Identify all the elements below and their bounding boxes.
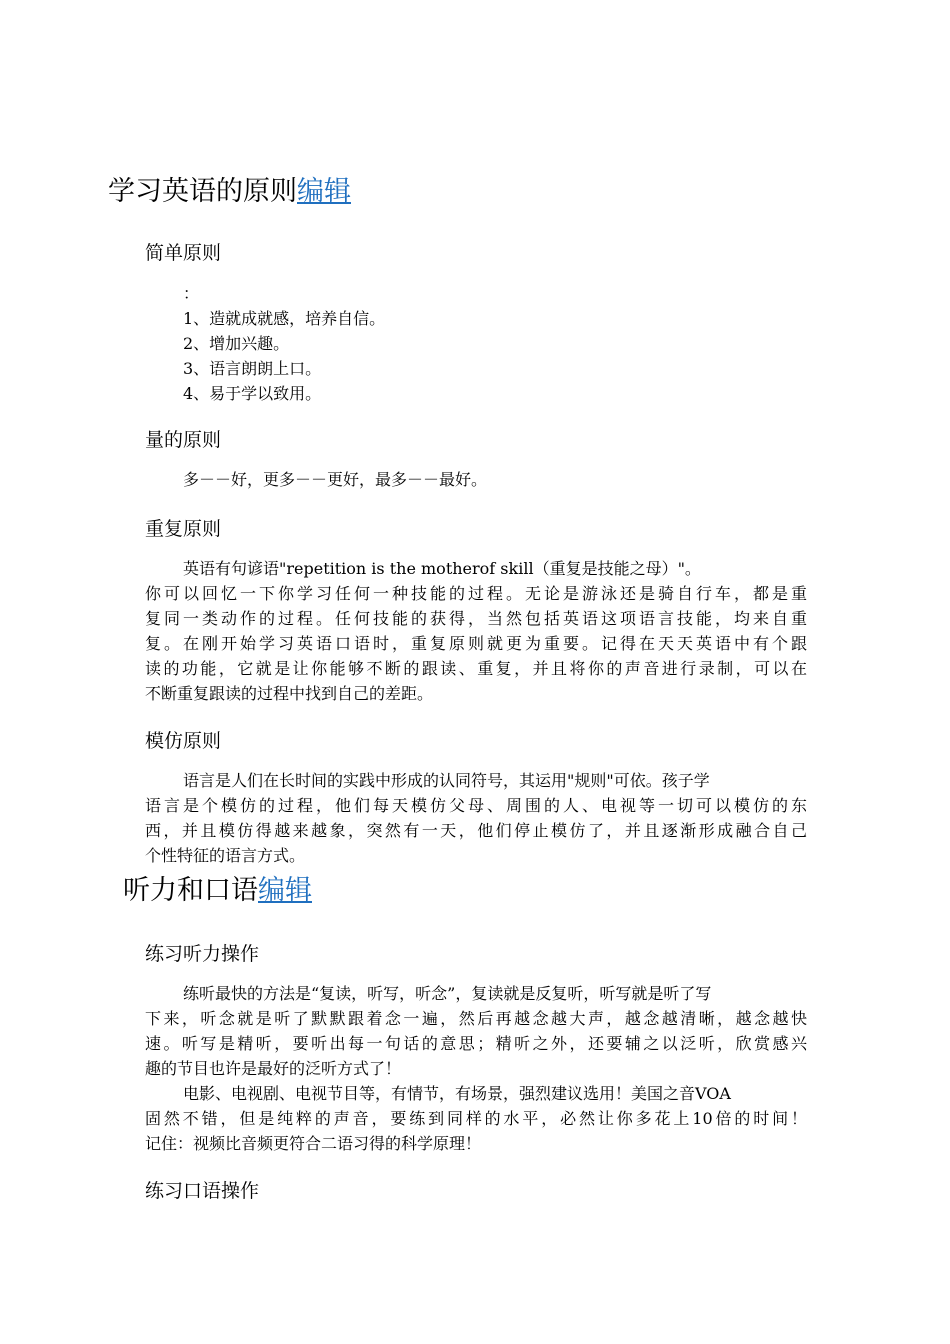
paragraph-line: 读的功能，它就是让你能够不断的跟读、重复，并且将你的声音进行录制，可以在 [145, 659, 807, 678]
quantity-principle-text [145, 467, 807, 492]
section-title-text: 学习英语的原则 [108, 176, 297, 207]
heading-speaking-practice: 练习口语操作 [145, 1180, 260, 1202]
paragraph-line: 电影、电视剧、电视节目等，有情节，有场景，强烈建议选用！美国之音VOA [183, 1084, 731, 1103]
simple-principle-list [145, 281, 807, 406]
paragraph-line: 多－－好，更多－－更好，最多－－最好。 [183, 470, 488, 489]
list-item: 2、增加兴趣。 [183, 334, 290, 353]
imitate-principle-paragraph [145, 768, 807, 868]
paragraph-line: 复。在刚开始学习英语口语时，重复原则就更为重要。记得在天天英语中有个跟 [145, 634, 807, 653]
section-title-listening-speaking [123, 874, 312, 908]
section-title-principles [108, 175, 351, 209]
edit-link[interactable]: 编辑 [258, 875, 312, 906]
paragraph-line: 趣的节目也许是最好的泛听方式了！ [145, 1059, 402, 1078]
list-item: 4、易于学以致用。 [183, 384, 322, 403]
heading-quantity-principle: 量的原则 [145, 429, 222, 451]
list-item: 3、语言朗朗上口。 [183, 359, 322, 378]
heading-repeat-principle: 重复原则 [145, 518, 222, 540]
paragraph-line: 复同一类动作的过程。任何技能的获得，当然包括英语这项语言技能，均来自重 [145, 609, 807, 628]
list-item: ： [183, 284, 200, 303]
heading-imitate-principle: 模仿原则 [145, 730, 222, 752]
edit-link[interactable]: 编辑 [297, 176, 351, 207]
paragraph-line: 个性特征的语言方式。 [145, 846, 306, 865]
repeat-principle-paragraph [145, 556, 807, 706]
paragraph-line: 不断重复跟读的过程中找到自己的差距。 [145, 684, 434, 703]
section-title-text: 听力和口语 [123, 875, 258, 906]
list-item: 1、造就成就感，培养自信。 [183, 309, 386, 328]
paragraph-line: 英语有句谚语"repetition is the motherof skill（重复是技能之母）"。 [183, 559, 701, 578]
heading-listening-practice: 练习听力操作 [145, 943, 260, 965]
listening-paragraph-1 [145, 981, 807, 1081]
paragraph-line: 下来，听念就是听了默默跟着念一遍，然后再越念越大声，越念越清晰，越念越快 [145, 1009, 807, 1028]
paragraph-line: 你可以回忆一下你学习任何一种技能的过程。无论是游泳还是骑自行车，都是重 [145, 584, 807, 603]
paragraph-line: 练听最快的方法是“复读，听写，听念”，复读就是反复听，听写就是听了写 [183, 984, 712, 1003]
heading-simple-principle: 简单原则 [145, 242, 222, 264]
paragraph-line: 语言是个模仿的过程，他们每天模仿父母、周围的人、电视等一切可以模仿的东 [145, 796, 807, 815]
paragraph-line: 固然不错，但是纯粹的声音，要练到同样的水平，必然让你多花上10倍的时间！ [145, 1109, 807, 1128]
paragraph-line: 速。听写是精听，要听出每一句话的意思；精听之外，还要辅之以泛听，欣赏感兴 [145, 1034, 807, 1053]
paragraph-line: 语言是人们在长时间的实践中形成的认同符号，其运用"规则"可依。孩子学 [183, 771, 710, 790]
paragraph-line: 记住：视频比音频更符合二语习得的科学原理！ [145, 1134, 482, 1153]
listening-paragraph-2 [145, 1081, 807, 1156]
paragraph-line: 西，并且模仿得越来越象，突然有一天，他们停止模仿了，并且逐渐形成融合自己 [145, 821, 807, 840]
